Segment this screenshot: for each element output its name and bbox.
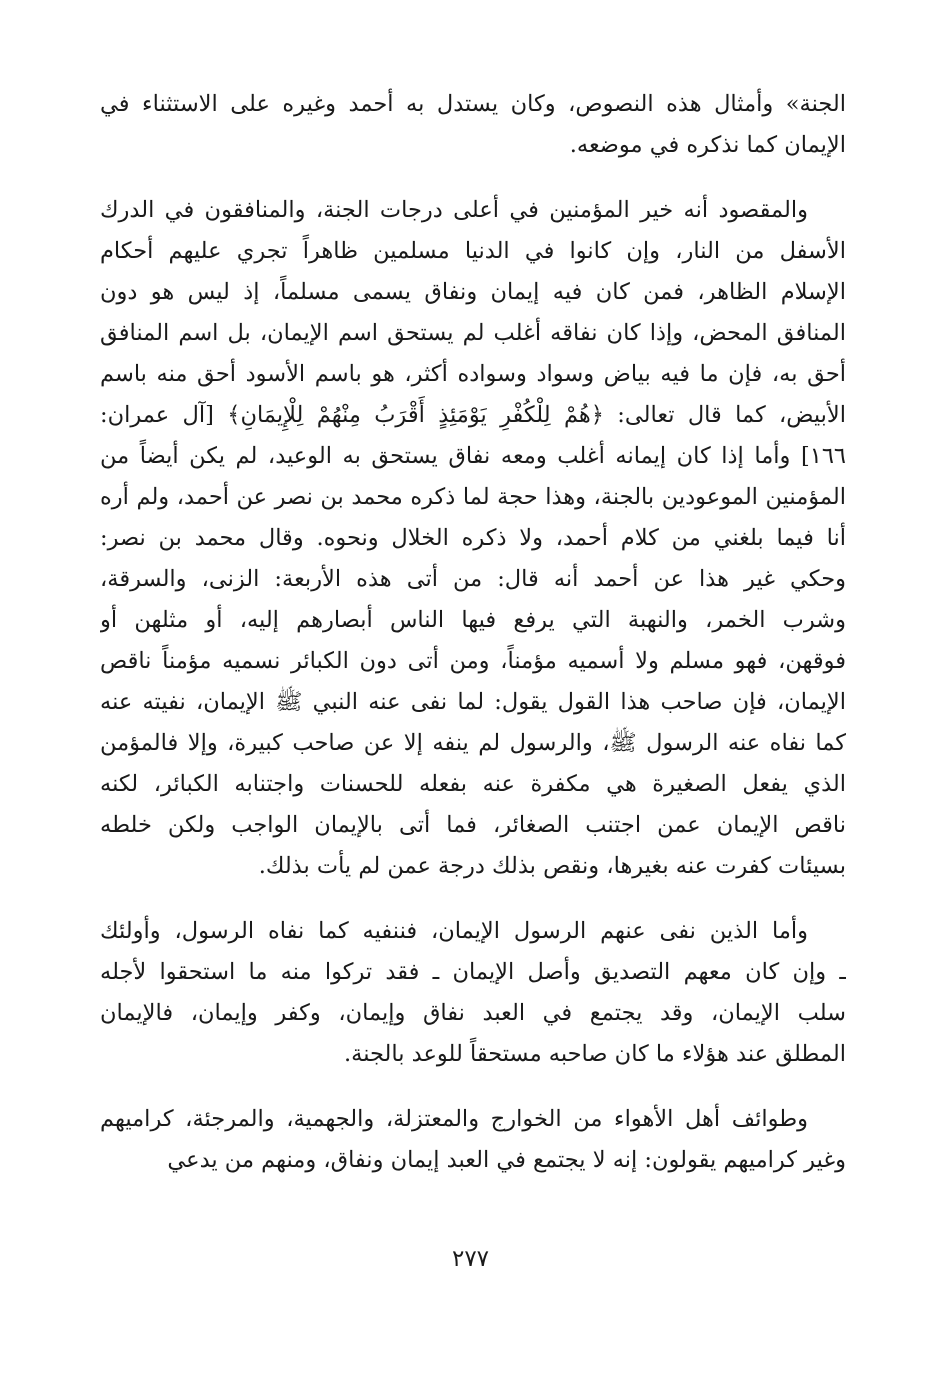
paragraph	[100, 190, 846, 887]
paragraph	[100, 1099, 846, 1181]
text-line: أحق به، فإن ما فيه بياض وسواد وسواده أكثر، هو باسم الأسود أحق منه باسم	[100, 361, 846, 387]
text-line: وطوائف أهل الأهواء من الخوارج والمعتزلة، والجهمية، والمرجئة، كراميهم	[100, 1106, 808, 1132]
text-line: أنا فيما بلغني من كلام أحمد، ولا ذكره الخلال ونحوه. وقال محمد بن نصر:	[100, 525, 846, 551]
text-line: الإسلام الظاهر، فمن كان فيه إيمان ونفاق يسمى مسلماً، إذ ليس هو دون	[100, 279, 846, 305]
text-line: سلب الإيمان، وقد يجتمع في العبد نفاق وإيمان، وكفر وإيمان، فالإيمان	[100, 1000, 846, 1026]
text-line: الإيمان، فإن صاحب هذا القول يقول: لما نفى عنه النبي ﷺ الإيمان، نفيته عنه	[100, 689, 846, 715]
text-line: الإيمان كما نذكره في موضعه.	[569, 132, 846, 158]
main-text	[100, 84, 846, 1205]
text-line: ناقص الإيمان عمن اجتنب الصغائر، فما أتى بالإيمان الواجب ولكن خلطه	[100, 812, 846, 838]
text-line: الأبيض، كما قال تعالى: ﴿هُمْ لِلْكُفْرِ يَوْمَئِذٍ أَقْرَبُ مِنْهُمْ لِلْإِيمَانِ﴾ [آل عمران:	[100, 402, 846, 428]
text-line: وحكي غير هذا عن أحمد أنه قال: من أتى هذه الأربعة: الزنى، والسرقة،	[100, 566, 846, 592]
text-line: الذي يفعل الصغيرة هي مكفرة عنه بفعله للحسنات واجتنابه الكبائر، لكنه	[100, 771, 846, 797]
text-line: كما نفاه عنه الرسول ﷺ، والرسول لم ينفه إلا عن صاحب كبيرة، وإلا فالمؤمن	[100, 730, 846, 756]
paragraph	[100, 911, 846, 1075]
text-line: ـ وإن كان معهم التصديق وأصل الإيمان ـ فقد تركوا منه ما استحقوا لأجله	[100, 959, 846, 985]
text-line: وشرب الخمر، والنهبة التي يرفع فيها الناس أبصارهم إليه، أو مثلهن أو	[100, 607, 846, 633]
text-line: فوقهن، فهو مسلم ولا أسميه مؤمناً، ومن أتى دون الكبائر نسميه مؤمناً ناقص	[100, 648, 846, 674]
paragraph	[100, 84, 846, 166]
text-line: بسيئات كفرت عنه بغيرها، ونقص بذلك درجة عمن لم يأت بذلك.	[258, 853, 846, 879]
text-line: ١٦٦] وأما إذا كان إيمانه أغلب ومعه نفاق يستحق به الوعيد، لم يكن أيضاً من	[100, 443, 846, 469]
text-line: المطلق عند هؤلاء ما كان صاحبه مستحقاً للوعد بالجنة.	[344, 1041, 846, 1067]
text-line: وغير كراميهم يقولون: إنه لا يجتمع في العبد إيمان ونفاق، ومنهم من يدعي	[167, 1147, 846, 1173]
text-line: المؤمنين الموعودين بالجنة، وهذا حجة لما ذكره محمد بن نصر عن أحمد، ولم أره	[100, 484, 846, 510]
text-line: والمقصود أنه خير المؤمنين في أعلى درجات الجنة، والمنافقون في الدرك	[100, 197, 808, 223]
text-line: وأما الذين نفى عنهم الرسول الإيمان، فننفيه كما نفاه الرسول، وأولئك	[100, 918, 808, 944]
text-line: الجنة» وأمثال هذه النصوص، وكان يستدل به أحمد وغيره على الاستثناء في	[100, 91, 846, 117]
page-number: ٢٧٧	[451, 1246, 490, 1272]
text-line: الأسفل من النار، وإن كانوا في الدنيا مسلمين ظاهراً تجري عليهم أحكام	[100, 238, 846, 264]
text-line: المنافق المحض، وإذا كان نفاقه أغلب لم يستحق اسم الإيمان، بل اسم المنافق	[100, 320, 846, 346]
